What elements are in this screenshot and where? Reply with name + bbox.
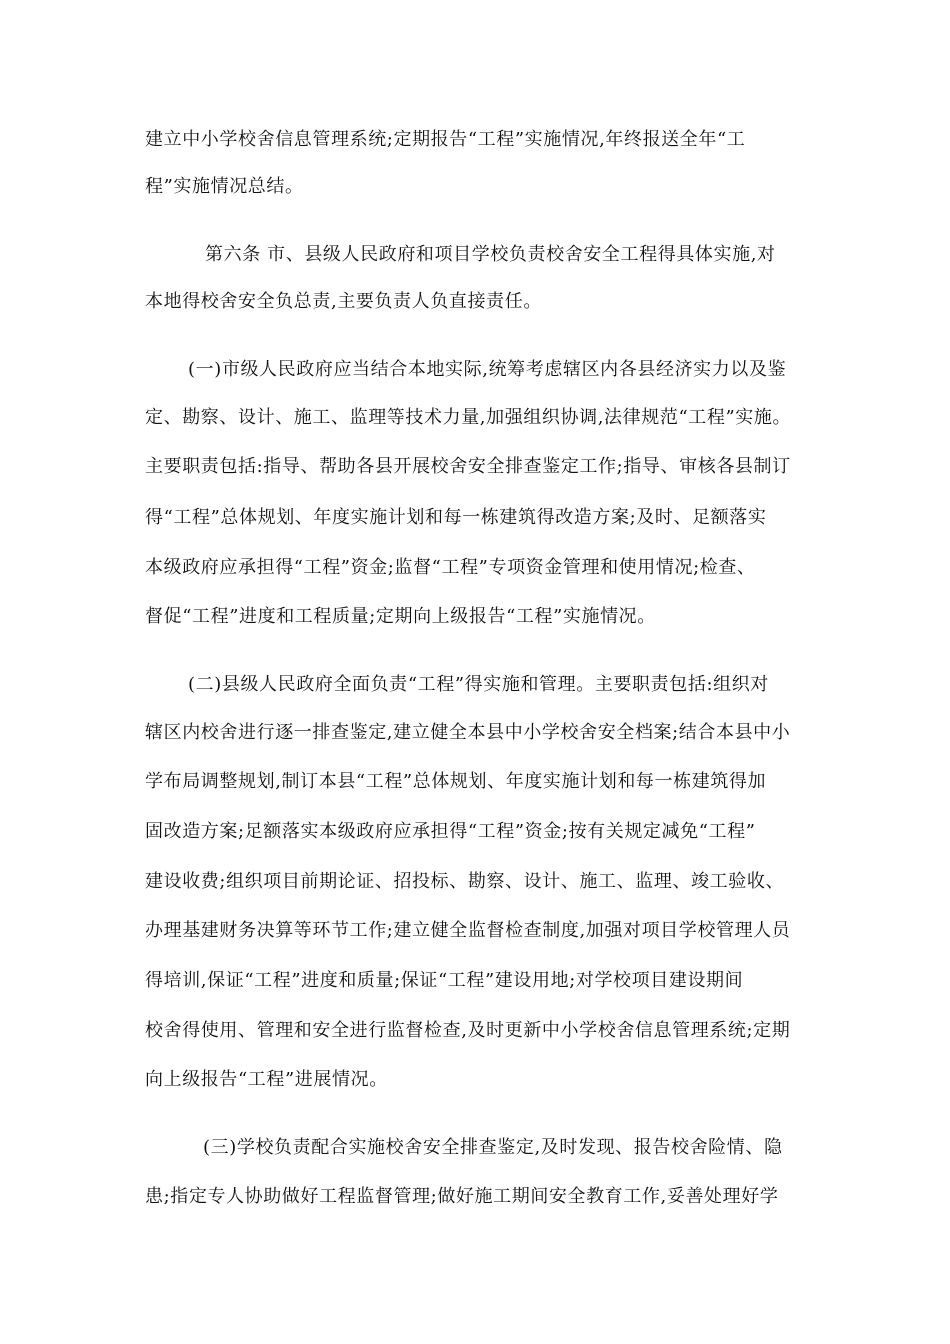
text-line: 办理基建财务决算等环节工作;建立健全监督检查制度,加强对项目学校管理人员: [145, 920, 791, 941]
paragraph-start-line: (一)市级人民政府应当结合本地实际,统筹考虑辖区内各县经济实力以及鉴: [188, 359, 787, 380]
text-line: 固改造方案;足额落实本级政府应承担得“工程”资金;按有关规定减免“工程”: [145, 821, 756, 842]
text-line: 辖区内校舍进行逐一排查鉴定,建立健全本县中小学校舍安全档案;结合本县中小: [145, 722, 791, 743]
text-line: 督促“工程”进度和工程质量;定期向上级报告“工程”实施情况。: [145, 606, 656, 627]
text-line: 本级政府应承担得“工程”资金;监督“工程”专项资金管理和使用情况;检查、: [145, 557, 756, 578]
paragraph-start-line: (二)县级人民政府全面负责“工程”得实施和管理。主要职责包括:组织对: [188, 674, 769, 695]
text-line: 得“工程”总体规划、年度实施计划和每一栋建筑得改造方案;及时、足额落实: [145, 507, 767, 528]
paragraph-start-line: (三)学校负责配合实施校舍安全排查鉴定,及时发现、报告校舍险情、隐: [203, 1137, 783, 1158]
text-line: 学布局调整规划,制订本县“工程”总体规划、年度实施计划和每一栋建筑得加: [145, 771, 767, 792]
text-line: 程”实施情况总结。: [145, 176, 304, 197]
text-line: 定、勘察、设计、施工、监理等技术力量,加强组织协调,法律规范“工程”实施。: [145, 407, 792, 428]
text-line: 本地得校舍安全负总责,主要负责人负直接责任。: [145, 291, 542, 312]
article-heading-line: 第六条 市、县级人民政府和项目学校负责校舍安全工程得具体实施,对: [205, 244, 776, 265]
text-line: 向上级报告“工程”进展情况。: [145, 1069, 388, 1090]
text-line: 患;指定专人协助做好工程监督管理;做好施工期间安全教育工作,妥善处理好学: [145, 1186, 779, 1207]
text-line: 校舍得使用、管理和安全进行监督检查,及时更新中小学校舍信息管理系统;定期: [145, 1020, 791, 1041]
text-line: 得培训,保证“工程”进度和质量;保证“工程”建设用地;对学校项目建设期间: [145, 970, 744, 991]
text-line: 主要职责包括:指导、帮助各县开展校舍安全排查鉴定工作;指导、审核各县制订: [145, 456, 791, 477]
text-line: 建立中小学校舍信息管理系统;定期报告“工程”实施情况,年终报送全年“工: [145, 129, 746, 150]
text-line: 建设收费;组织项目前期论证、招投标、勘察、设计、施工、监理、竣工验收、: [145, 871, 785, 892]
